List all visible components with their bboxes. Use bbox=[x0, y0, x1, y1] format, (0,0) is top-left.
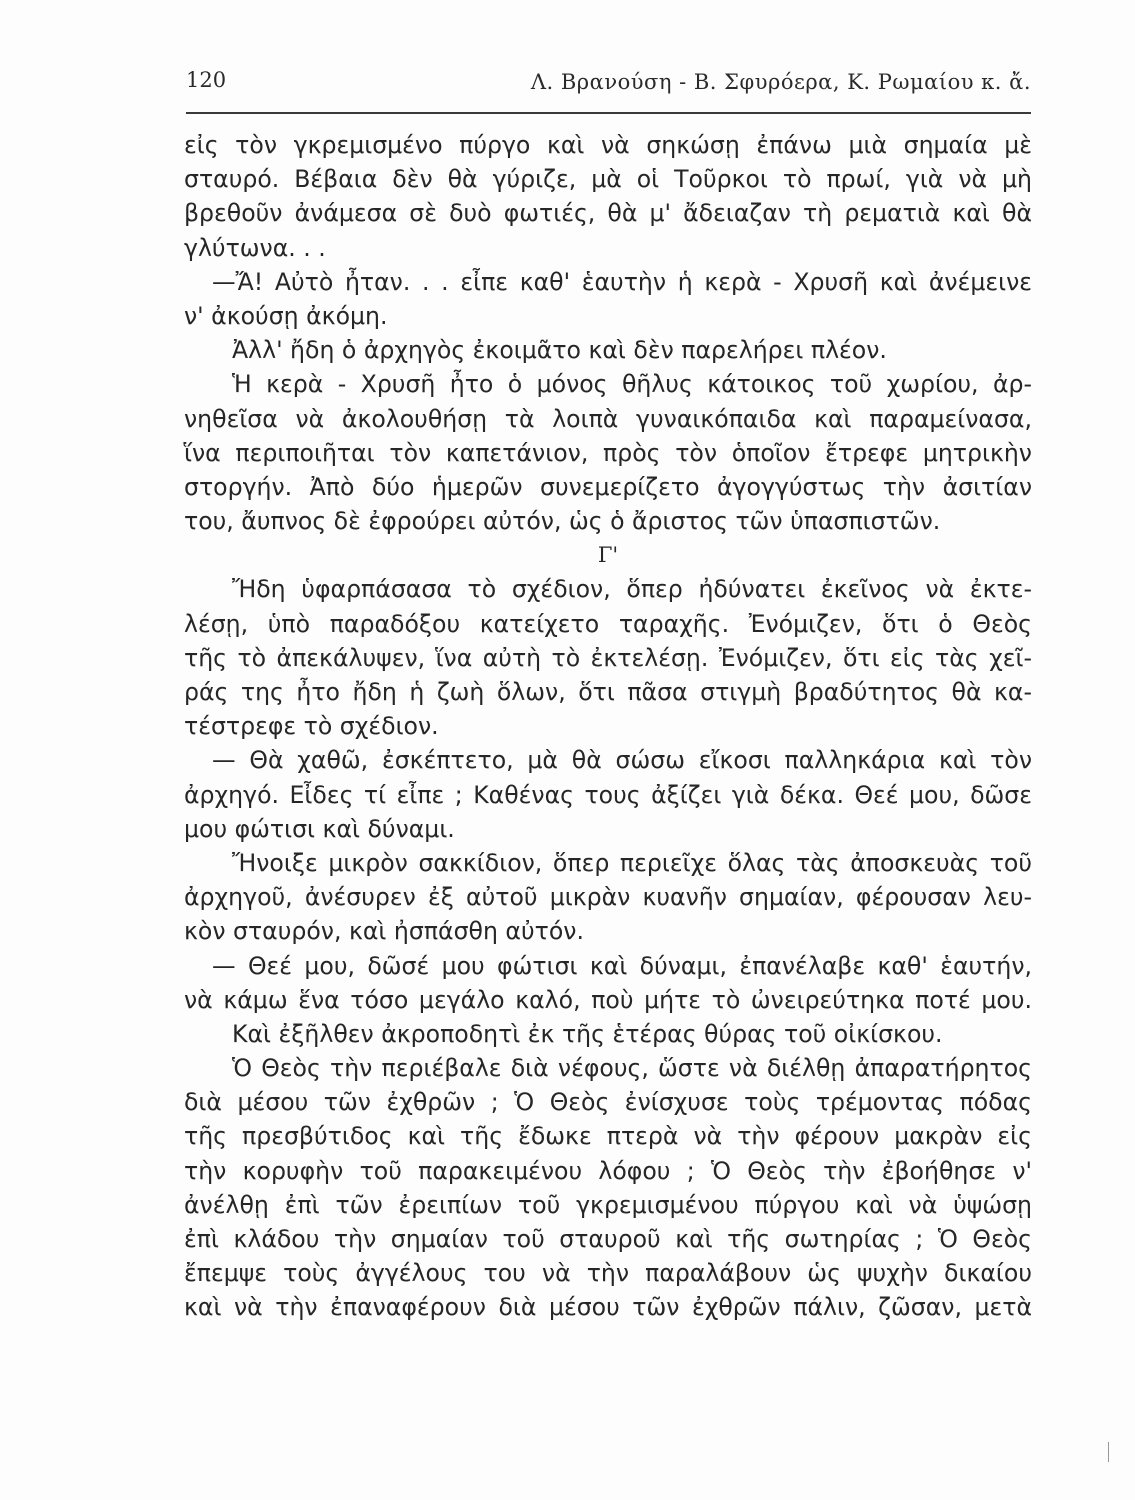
text-line: Ἤδη ὑφαρπάσασα τὸ σχέδιον, ὅπερ ἠδύνατει ἐκεῖνος νὰ ἐκτε- bbox=[232, 575, 1032, 604]
text-line: ἀρχηγοῦ, ἀνέσυρεν ἐξ αὐτοῦ μικρὰν κυανῆν σημαίαν, φέρουσαν λευ- bbox=[184, 883, 1032, 912]
text-line: ράς της ἦτο ἤδη ἡ ζωὴ ὅλων, ὅτι πᾶσα στιγμὴ βραδύτητος θὰ κα- bbox=[184, 678, 1032, 706]
text-line: ἐπὶ κλάδου τὴν σημαίαν τοῦ σταυροῦ καὶ τῆς σωτηρίας ; Ὁ Θεὸς bbox=[184, 1225, 1032, 1253]
text-line: ἀρχηγό. Εἶδες τί εἶπε ; Καθένας τους ἀξίζει γιὰ δέκα. Θεέ μου, δῶσε bbox=[184, 780, 1032, 809]
text-line: Ἡ κερὰ - Χρυσῆ ἦτο ὁ μόνος θῆλυς κάτοικος τοῦ χωρίου, ἀρ- bbox=[232, 370, 1032, 399]
text-line: καὶ νὰ τὴν ἐπαναφέρουν διὰ μέσου τῶν ἐχθρῶν πάλιν, ζῶσαν, μετὰ bbox=[184, 1293, 1032, 1322]
text-line: μου φώτισι καὶ δύναμι. bbox=[184, 814, 455, 843]
text-line: ν' ἀκούσῃ ἀκόμη. bbox=[184, 301, 388, 330]
section-heading: Γ' bbox=[597, 543, 619, 568]
body-text bbox=[184, 128, 1032, 1325]
page-scan-mark bbox=[1108, 1442, 1109, 1462]
text-line: Ὁ Θεὸς τὴν περιέβαλε διὰ νέφους, ὥστε νὰ διέλθῃ ἀπαρατήρητος bbox=[232, 1054, 1032, 1083]
text-line: — Θεέ μου, δῶσέ μου φώτισι καὶ δύναμι, ἐπανέλαβε καθ' ἑαυτήν, bbox=[212, 951, 1032, 980]
text-line: τῆς τὸ ἀπεκάλυψεν, ἵνα αὐτὴ τὸ ἐκτελέσῃ. Ἐνόμιζεν, ὅτι εἰς τὰς χεῖ- bbox=[184, 643, 1032, 672]
text-line: — Θὰ χαθῶ, ἐσκέπτετο, μὰ θὰ σώσω εἴκοσι παλληκάρια καὶ τὸν bbox=[212, 746, 1032, 775]
page-header bbox=[186, 68, 1031, 108]
text-line: βρεθοῦν ἀνάμεσα σὲ δυὸ φωτιές, θὰ μ' ἄδειαζαν τὴ ρεματιὰ καὶ θὰ bbox=[184, 199, 1032, 228]
text-line: στοργήν. Ἀπὸ δύο ἡμερῶν συνεμερίζετο ἀγογγύστως τὴν ἀσιτίαν bbox=[184, 472, 1032, 501]
text-line: ἀνέλθῃ ἐπὶ τῶν ἐρειπίων τοῦ γκρεμισμένου πύργου καὶ νὰ ὑψώσῃ bbox=[184, 1190, 1032, 1219]
text-line: λέσῃ, ὑπὸ παραδόξου κατείχετο ταραχῆς. Ἐνόμιζεν, ὅτι ὁ Θεὸς bbox=[184, 609, 1032, 638]
text-line: διὰ μέσου τῶν ἐχθρῶν ; Ὁ Θεὸς ἐνίσχυσε τοὺς τρέμοντας πόδας bbox=[184, 1088, 1032, 1117]
text-line: Ἤνοιξε μικρὸν σακκίδιον, ὅπερ περιεῖχε ὅλας τὰς ἀποσκευὰς τοῦ bbox=[232, 848, 1032, 877]
text-line: Ἀλλ' ἤδη ὁ ἀρχηγὸς ἐκοιμᾶτο καὶ δὲν παρελήρει πλέον. bbox=[232, 336, 887, 365]
text-line: νὰ κάμω ἕνα τόσο μεγάλο καλό, ποὺ μήτε τὸ ὠνειρεύτηκα ποτέ μου. bbox=[184, 985, 1032, 1014]
text-line: ἵνα περιποιῆται τὸν καπετάνιον, πρὸς τὸν ὁποῖον ἔτρεφε μητρικὴν bbox=[184, 438, 1032, 467]
text-line: εἰς τὸν γκρεμισμένο πύργο καὶ νὰ σηκώσῃ ἐπάνω μιὰ σημαία μὲ bbox=[184, 131, 1032, 159]
text-line: —Ἄ! Αὐτὸ ἦταν. . . εἶπε καθ' ἑαυτὴν ἡ κερὰ - Χρυσῆ καὶ ἀνέμεινε bbox=[212, 267, 1032, 296]
text-line: του, ἄυπνος δὲ ἐφρούρει αὐτόν, ὡς ὁ ἄριστος τῶν ὑπασπιστῶν. bbox=[184, 507, 941, 536]
header-rule bbox=[186, 112, 1031, 114]
text-line: τῆς πρεσβύτιδος καὶ τῆς ἔδωκε πτερὰ νὰ τὴν φέρουν μακρὰν εἰς bbox=[184, 1122, 1032, 1151]
page-number: 120 bbox=[186, 68, 227, 92]
text-line: νηθεῖσα νὰ ἀκολουθήσῃ τὰ λοιπὰ γυναικόπαιδα καὶ παραμείνασα, bbox=[184, 404, 1032, 433]
text-line: σταυρό. Βέβαια δὲν θὰ γύριζε, μὰ οἱ Τοῦρκοι τὸ πρωί, γιὰ νὰ μὴ bbox=[184, 165, 1032, 194]
running-head-authors: Λ. Βρανούση - Β. Σφυρόερα, Κ. Ρωμαίου κ. ἄ. bbox=[530, 70, 1031, 94]
text-line: γλύτωνα. . . bbox=[184, 233, 326, 262]
text-line: τὴν κορυφὴν τοῦ παρακειμένου λόφου ; Ὁ Θεὸς τὴν ἐβοήθησε ν' bbox=[184, 1156, 1032, 1185]
text-line: Καὶ ἐξῆλθεν ἀκροποδητὶ ἐκ τῆς ἑτέρας θύρας τοῦ οἰκίσκου. bbox=[232, 1019, 943, 1048]
text-line: ἔπεμψε τοὺς ἀγγέλους του νὰ τὴν παραλάβουν ὡς ψυχὴν δικαίου bbox=[184, 1259, 1032, 1288]
text-line: κὸν σταυρόν, καὶ ἠσπάσθη αὐτόν. bbox=[184, 917, 584, 946]
text-line: τέστρεφε τὸ σχέδιον. bbox=[184, 712, 439, 741]
